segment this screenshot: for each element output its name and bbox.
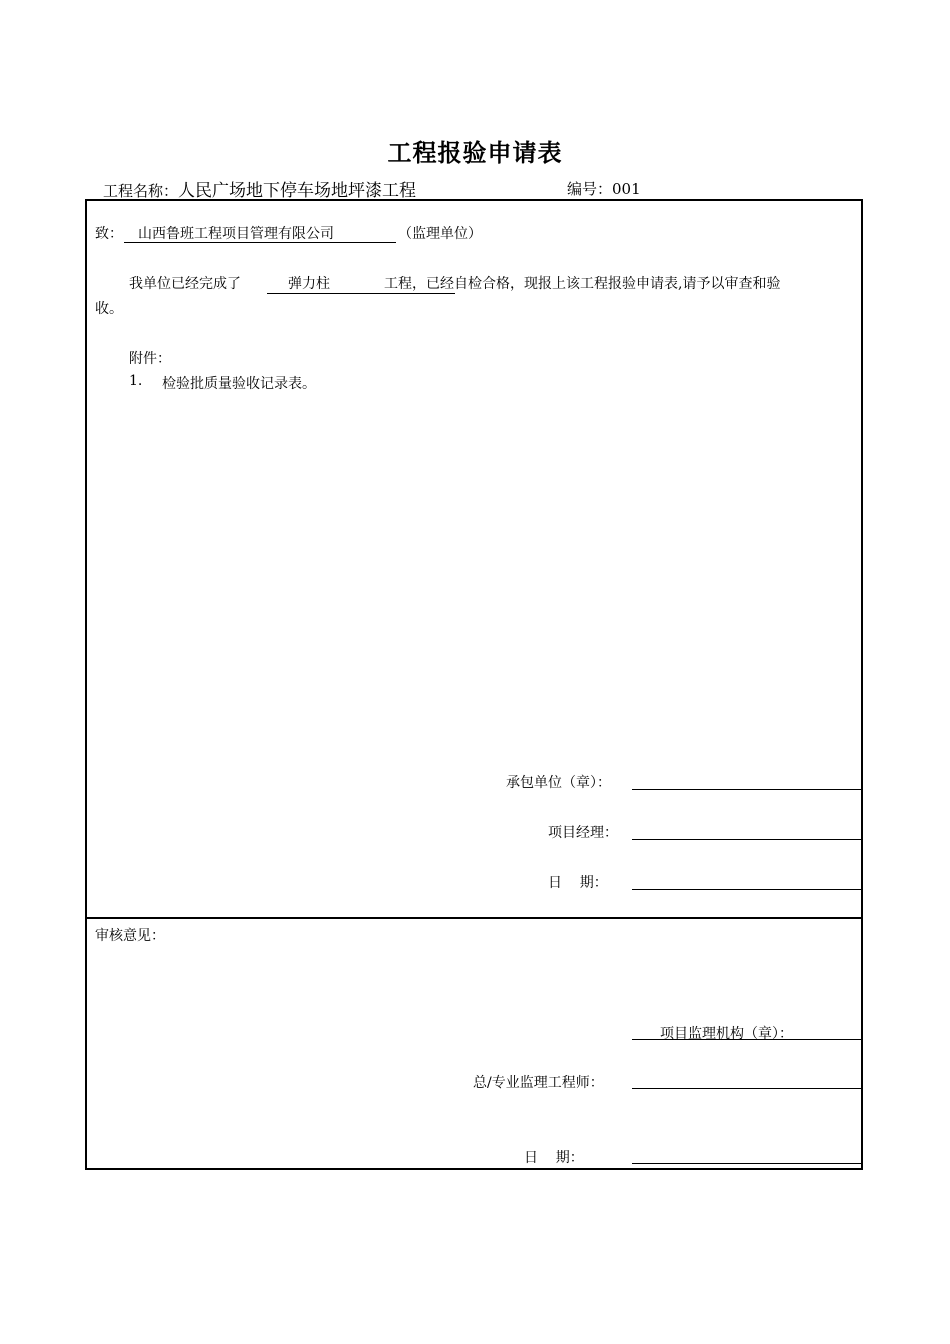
contractor-label: 承包单位（章）： (506, 775, 611, 791)
supervision-org-line (632, 1039, 861, 1040)
review-date-line (632, 1163, 861, 1164)
review-date-label: 日 期： (524, 1150, 584, 1166)
engineer-signature-line (632, 1088, 861, 1089)
supervision-org-label: 项目监理机构（章）： (660, 1026, 793, 1042)
serial-number-value: 001 (612, 180, 641, 198)
page-title: 工程报验申请表 (387, 138, 563, 167)
date-label: 日 期： (548, 875, 608, 891)
project-name-value: 人民广场地下停车场地坪漆工程 (178, 181, 417, 201)
project-name-label: 工程名称： (103, 182, 179, 200)
attachment-text: 检验批质量验收记录表。 (162, 376, 316, 392)
body-prefix: 我单位已经完成了 (129, 276, 241, 292)
attachment-number: 1. (129, 373, 143, 389)
to-company-underline (124, 242, 396, 243)
work-item-underline (267, 293, 455, 294)
attachment-label: 附件： (129, 351, 171, 367)
engineer-label: 总/专业监理工程师： (473, 1075, 604, 1091)
project-name-row (103, 176, 416, 201)
to-label: 致： (95, 226, 123, 242)
to-company: 山西鲁班工程项目管理有限公司 (138, 226, 334, 242)
manager-signature-line (632, 839, 861, 840)
serial-number-label: 编号： (567, 180, 613, 198)
body-end: 收。 (95, 301, 123, 317)
to-suffix: （监理单位） (398, 226, 482, 242)
serial-number-row (567, 178, 641, 199)
work-item: 弹力柱 (288, 276, 330, 292)
body-text: 工程，已经自检合格，现报上该工程报验申请表,请予以审查和验 (384, 276, 781, 292)
date-line (632, 889, 861, 890)
application-section (85, 199, 863, 919)
contractor-signature-line (632, 789, 861, 790)
manager-label: 项目经理： (548, 825, 618, 841)
review-section (85, 917, 863, 1170)
review-label: 审核意见： (95, 928, 165, 944)
